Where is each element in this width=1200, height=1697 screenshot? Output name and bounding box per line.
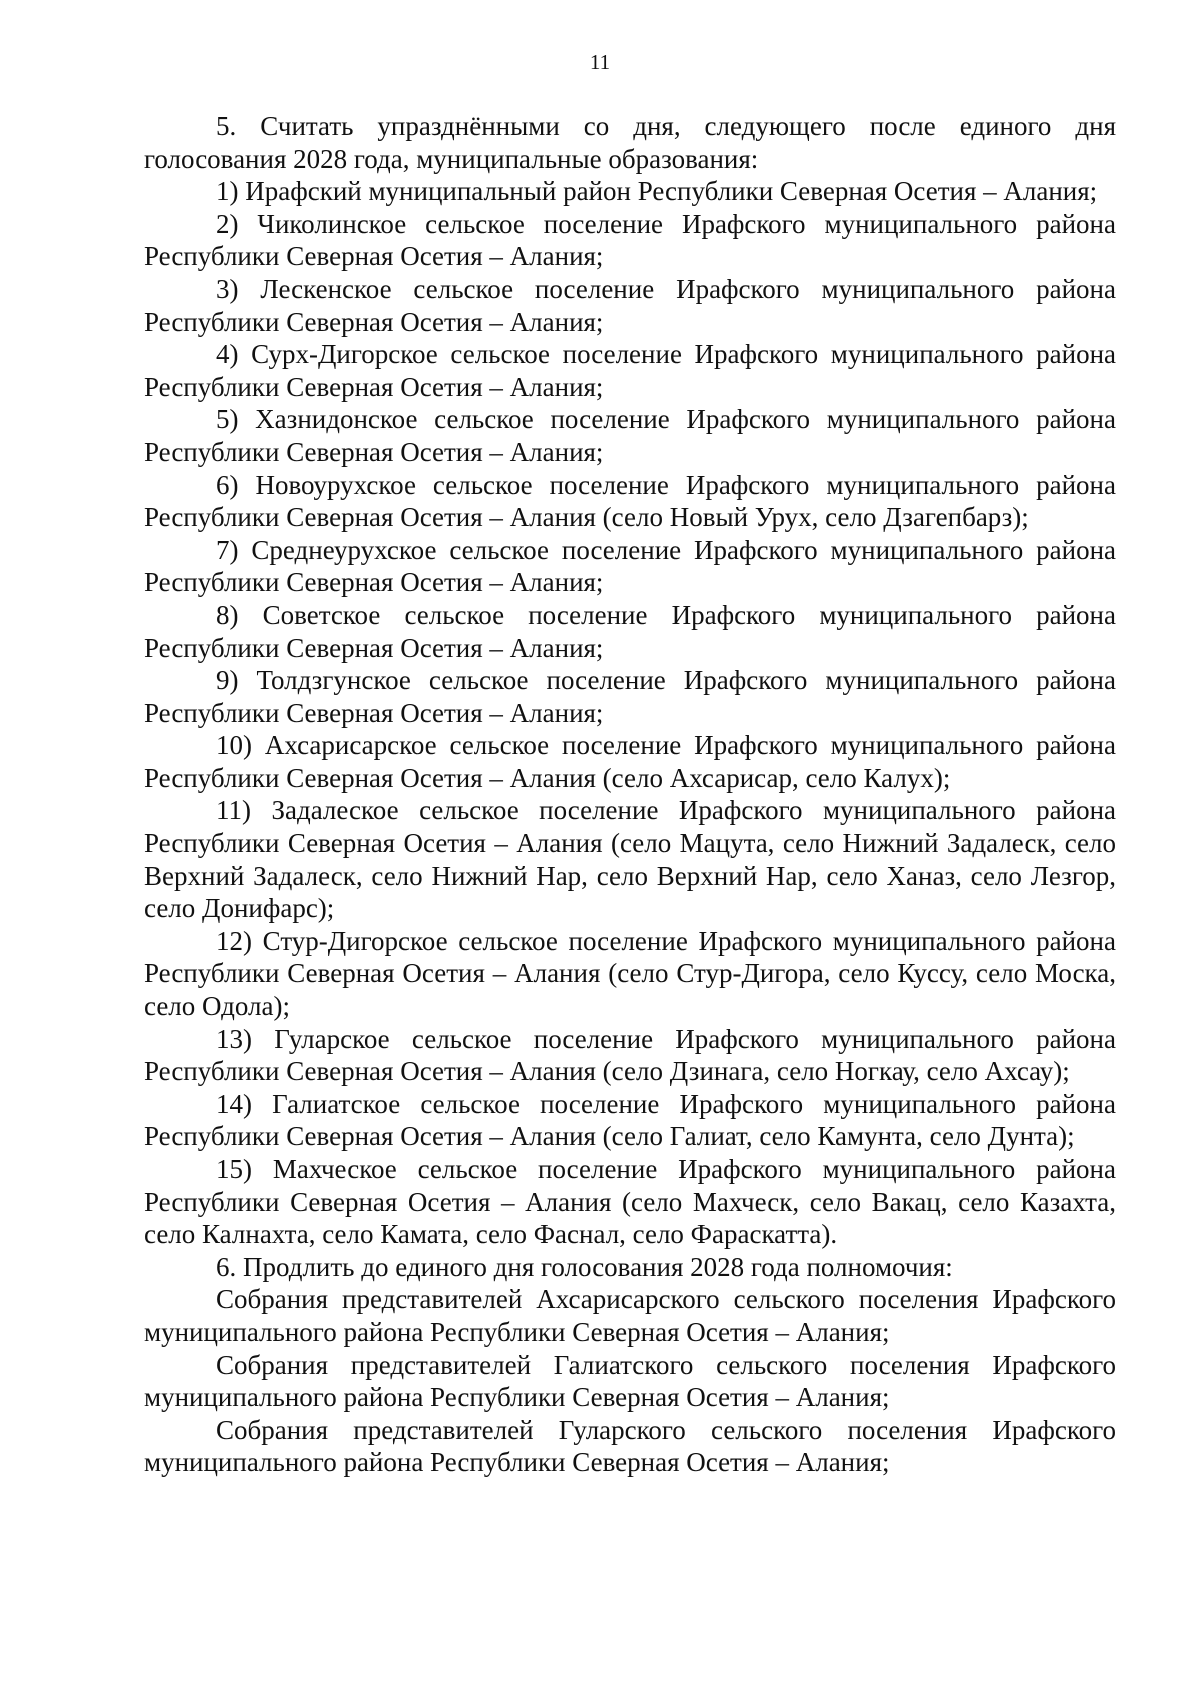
list-item-3: 3) Лескенское сельское поселение Ирафского муниципального района Республики Северная Осетия – Алания; <box>144 273 1116 337</box>
list-item-2: 2) Чиколинское сельское поселение Ирафского муниципального района Республики Северная Осетия – Алания; <box>144 208 1116 272</box>
list-item-1: 1) Ирафский муниципальный район Республики Северная Осетия – Алания; <box>216 176 1098 207</box>
document-body <box>144 110 1116 1479</box>
page-number: 11 <box>589 50 611 74</box>
assembly-paragraph-2: Собрания представителей Галиатского сельского поселения Ирафского муниципального района Республики Северная Осетия – Алания; <box>144 1349 1116 1413</box>
list-item-8: 8) Советское сельское поселение Ирафского муниципального района Республики Северная Осетия – Алания; <box>144 599 1116 663</box>
assembly-paragraph-1: Собрания представителей Ахсарисарского сельского поселения Ирафского муниципального района Республики Северная Осетия – Алания; <box>144 1284 1116 1347</box>
assembly-paragraph-3: Собрания представителей Гуларского сельского поселения Ирафского муниципального района Республики Северная Осетия – Алания; <box>144 1414 1116 1478</box>
list-item-9: 9) Толдзгунское сельское поселение Ирафского муниципального района Республики Северная Осетия – Алания; <box>144 665 1116 728</box>
list-item-7: 7) Среднеурухское сельское поселение Ирафского муниципального района Республики Северная Осетия – Алания; <box>144 534 1116 598</box>
paragraph-section-5: 5. Считать упразднёнными со дня, следующего после единого дня голосования 2028 года, муниципальные образования: <box>144 111 1116 174</box>
list-item-11: 11) Задалеское сельское поселение Ирафского муниципального района Республики Северная Осетия – Алания (село Мацута, село Нижний Задалеск, село Верхний Задалеск, село Нижний Нар, село Верхний Нар, село Ханаз, село Лезгор, село Донифарс); <box>144 795 1116 924</box>
list-item-4: 4) Сурх-Дигорское сельское поселение Ирафского муниципального района Республики Северная Осетия – Алания; <box>144 339 1116 402</box>
paragraph-section-6: 6. Продлить до единого дня голосования 2028 года полномочия: <box>216 1251 953 1282</box>
list-item-15: 15) Махческое сельское поселение Ирафского муниципального района Республики Северная Осетия – Алания (село Махческ, село Вакац, село Казахта, село Калнахта, село Камата, село Фаснал, село Фараскатта). <box>144 1154 1116 1250</box>
list-item-10: 10) Ахсарисарское сельское поселение Ирафского муниципального района Республики Северная Осетия – Алания (село Ахсарисар, село Калух); <box>144 730 1116 793</box>
list-item-14: 14) Галиатское сельское поселение Ирафского муниципального района Республики Северная Осетия – Алания (село Галиат, село Камунта, село Дунта); <box>144 1088 1116 1152</box>
list-item-13: 13) Гуларское сельское поселение Ирафского муниципального района Республики Северная Осетия – Алания (село Дзинага, село Ногкау, село Ахсау); <box>144 1023 1116 1087</box>
list-item-5: 5) Хазнидонское сельское поселение Ирафского муниципального района Республики Северная Осетия – Алания; <box>144 404 1116 467</box>
list-item-6: 6) Новоурухское сельское поселение Ирафского муниципального района Республики Северная Осетия – Алания (село Новый Урух, село Дзагепбарз); <box>144 469 1116 533</box>
list-item-12: 12) Стур-Дигорское сельское поселение Ирафского муниципального района Республики Северная Осетия – Алания (село Стур-Дигора, село Куссу, село Моска, село Одола); <box>144 925 1116 1022</box>
